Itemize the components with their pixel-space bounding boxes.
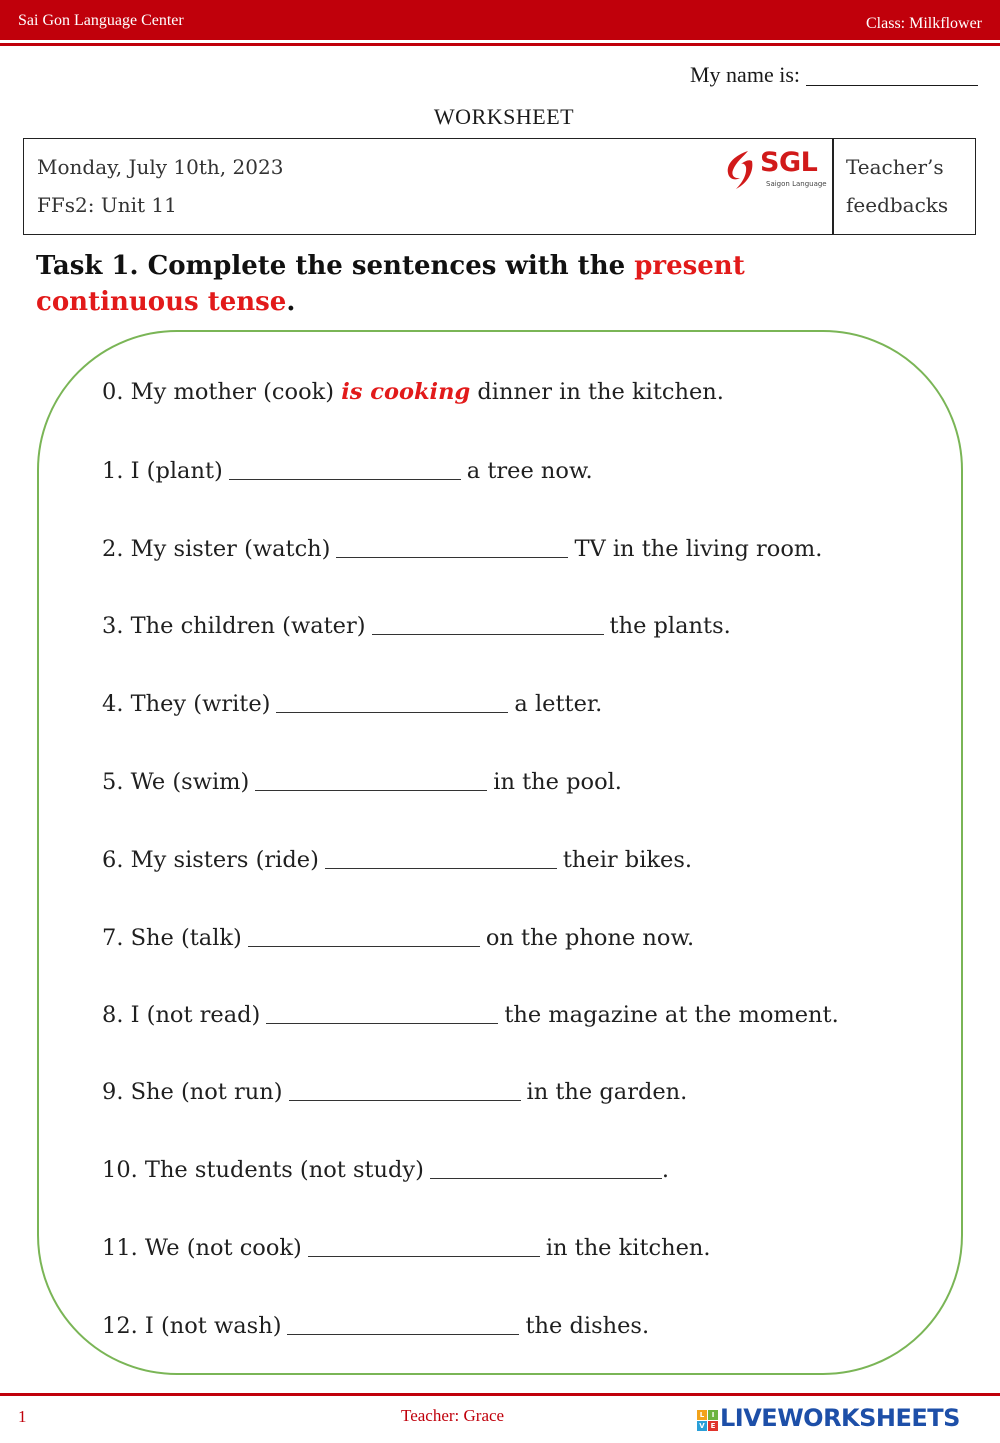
question-9 <box>102 1078 687 1105</box>
school-name: Sai Gon Language Center <box>18 12 184 29</box>
question-tail: their bikes. <box>562 847 693 873</box>
worksheet-title: WORKSHEET <box>433 104 575 129</box>
answer-blank[interactable] <box>229 457 461 480</box>
question-tail: in the pool. <box>493 769 622 795</box>
question-text: 9. She (not run) <box>102 1079 283 1105</box>
page-number: 1 <box>18 1407 27 1426</box>
question-6 <box>102 846 692 873</box>
question-text: 12. I (not wash) <box>102 1313 282 1339</box>
question-text: 10. The students (not study) <box>102 1157 424 1183</box>
answer-blank[interactable] <box>372 612 604 635</box>
liveworksheets-blocks-icon: L I V E <box>697 1410 719 1432</box>
liveworksheets-logo[interactable] <box>697 1404 995 1438</box>
question-12 <box>102 1312 649 1339</box>
answer-blank[interactable] <box>248 924 480 947</box>
liveworksheets-text: LIVEWORKSHEETS <box>720 1404 960 1432</box>
answer-blank[interactable] <box>430 1156 662 1179</box>
task-prefix: Task 1. Complete the sentences with the <box>36 251 635 281</box>
sgl-swoosh-icon <box>720 147 760 193</box>
question-text: 11. We (not cook) <box>102 1235 302 1261</box>
question-tail: the dishes. <box>525 1313 650 1339</box>
question-tail: a tree now. <box>466 458 593 484</box>
question-text: 5. We (swim) <box>102 769 250 795</box>
question-text: 4. They (write) <box>102 691 271 717</box>
question-tail: in the garden. <box>526 1079 688 1105</box>
answer-blank[interactable] <box>276 690 508 713</box>
column-divider <box>832 139 834 234</box>
question-text: 1. I (plant) <box>102 458 223 484</box>
task-instruction <box>36 248 826 320</box>
example-answer: is cooking <box>341 379 471 405</box>
question-3 <box>102 612 731 639</box>
answer-blank[interactable] <box>308 1234 540 1257</box>
question-text: 7. She (talk) <box>102 925 242 951</box>
feedback-label-line2: feedbacks <box>846 193 949 217</box>
question-8 <box>102 1001 839 1028</box>
info-table <box>23 138 976 235</box>
question-tail: on the phone now. <box>485 925 695 951</box>
question-tail: in the kitchen. <box>545 1235 711 1261</box>
task-suffix: . <box>286 287 296 317</box>
question-text: 6. My sisters (ride) <box>102 847 319 873</box>
answer-blank[interactable] <box>287 1312 519 1335</box>
question-2 <box>102 535 822 562</box>
answer-blank[interactable] <box>255 768 487 791</box>
question-tail: . <box>661 1157 670 1183</box>
question-tail: the magazine at the moment. <box>504 1002 839 1028</box>
example-sentence <box>102 379 724 405</box>
question-1 <box>102 457 593 484</box>
question-tail: a letter. <box>514 691 603 717</box>
question-tail: TV in the living room. <box>574 536 823 562</box>
answer-blank[interactable] <box>266 1001 498 1024</box>
name-field <box>690 62 978 88</box>
lesson-date: Monday, July 10th, 2023 <box>37 155 284 179</box>
question-11 <box>102 1234 711 1261</box>
answer-blank[interactable] <box>289 1078 521 1101</box>
header-bar <box>0 0 1000 40</box>
class-label: Class: Milkflower <box>866 15 982 32</box>
answer-blank[interactable] <box>325 846 557 869</box>
lesson-unit: FFs2: Unit 11 <box>37 193 177 217</box>
sgl-logo <box>720 147 830 195</box>
answer-blank[interactable] <box>336 535 568 558</box>
question-5 <box>102 768 622 795</box>
teacher-name: Teacher: Grace <box>401 1406 505 1425</box>
task-highlight: present continuous tense <box>36 251 745 317</box>
example-before: 0. My mother (cook) <box>102 379 342 405</box>
name-label: My name is: <box>690 62 800 87</box>
feedback-label-line1: Teacher’s <box>846 155 944 179</box>
logo-subtext: Saigon Language <box>766 180 827 188</box>
header-divider <box>0 43 1000 46</box>
question-7 <box>102 924 694 951</box>
footer-divider <box>0 1393 1000 1396</box>
question-text: 3. The children (water) <box>102 613 366 639</box>
example-after: dinner in the kitchen. <box>470 379 724 405</box>
question-10 <box>102 1156 669 1183</box>
question-4 <box>102 690 602 717</box>
name-input[interactable] <box>806 63 978 86</box>
logo-text: SGL <box>760 147 818 178</box>
question-text: 2. My sister (watch) <box>102 536 331 562</box>
question-text: 8. I (not read) <box>102 1002 261 1028</box>
question-tail: the plants. <box>609 613 731 639</box>
